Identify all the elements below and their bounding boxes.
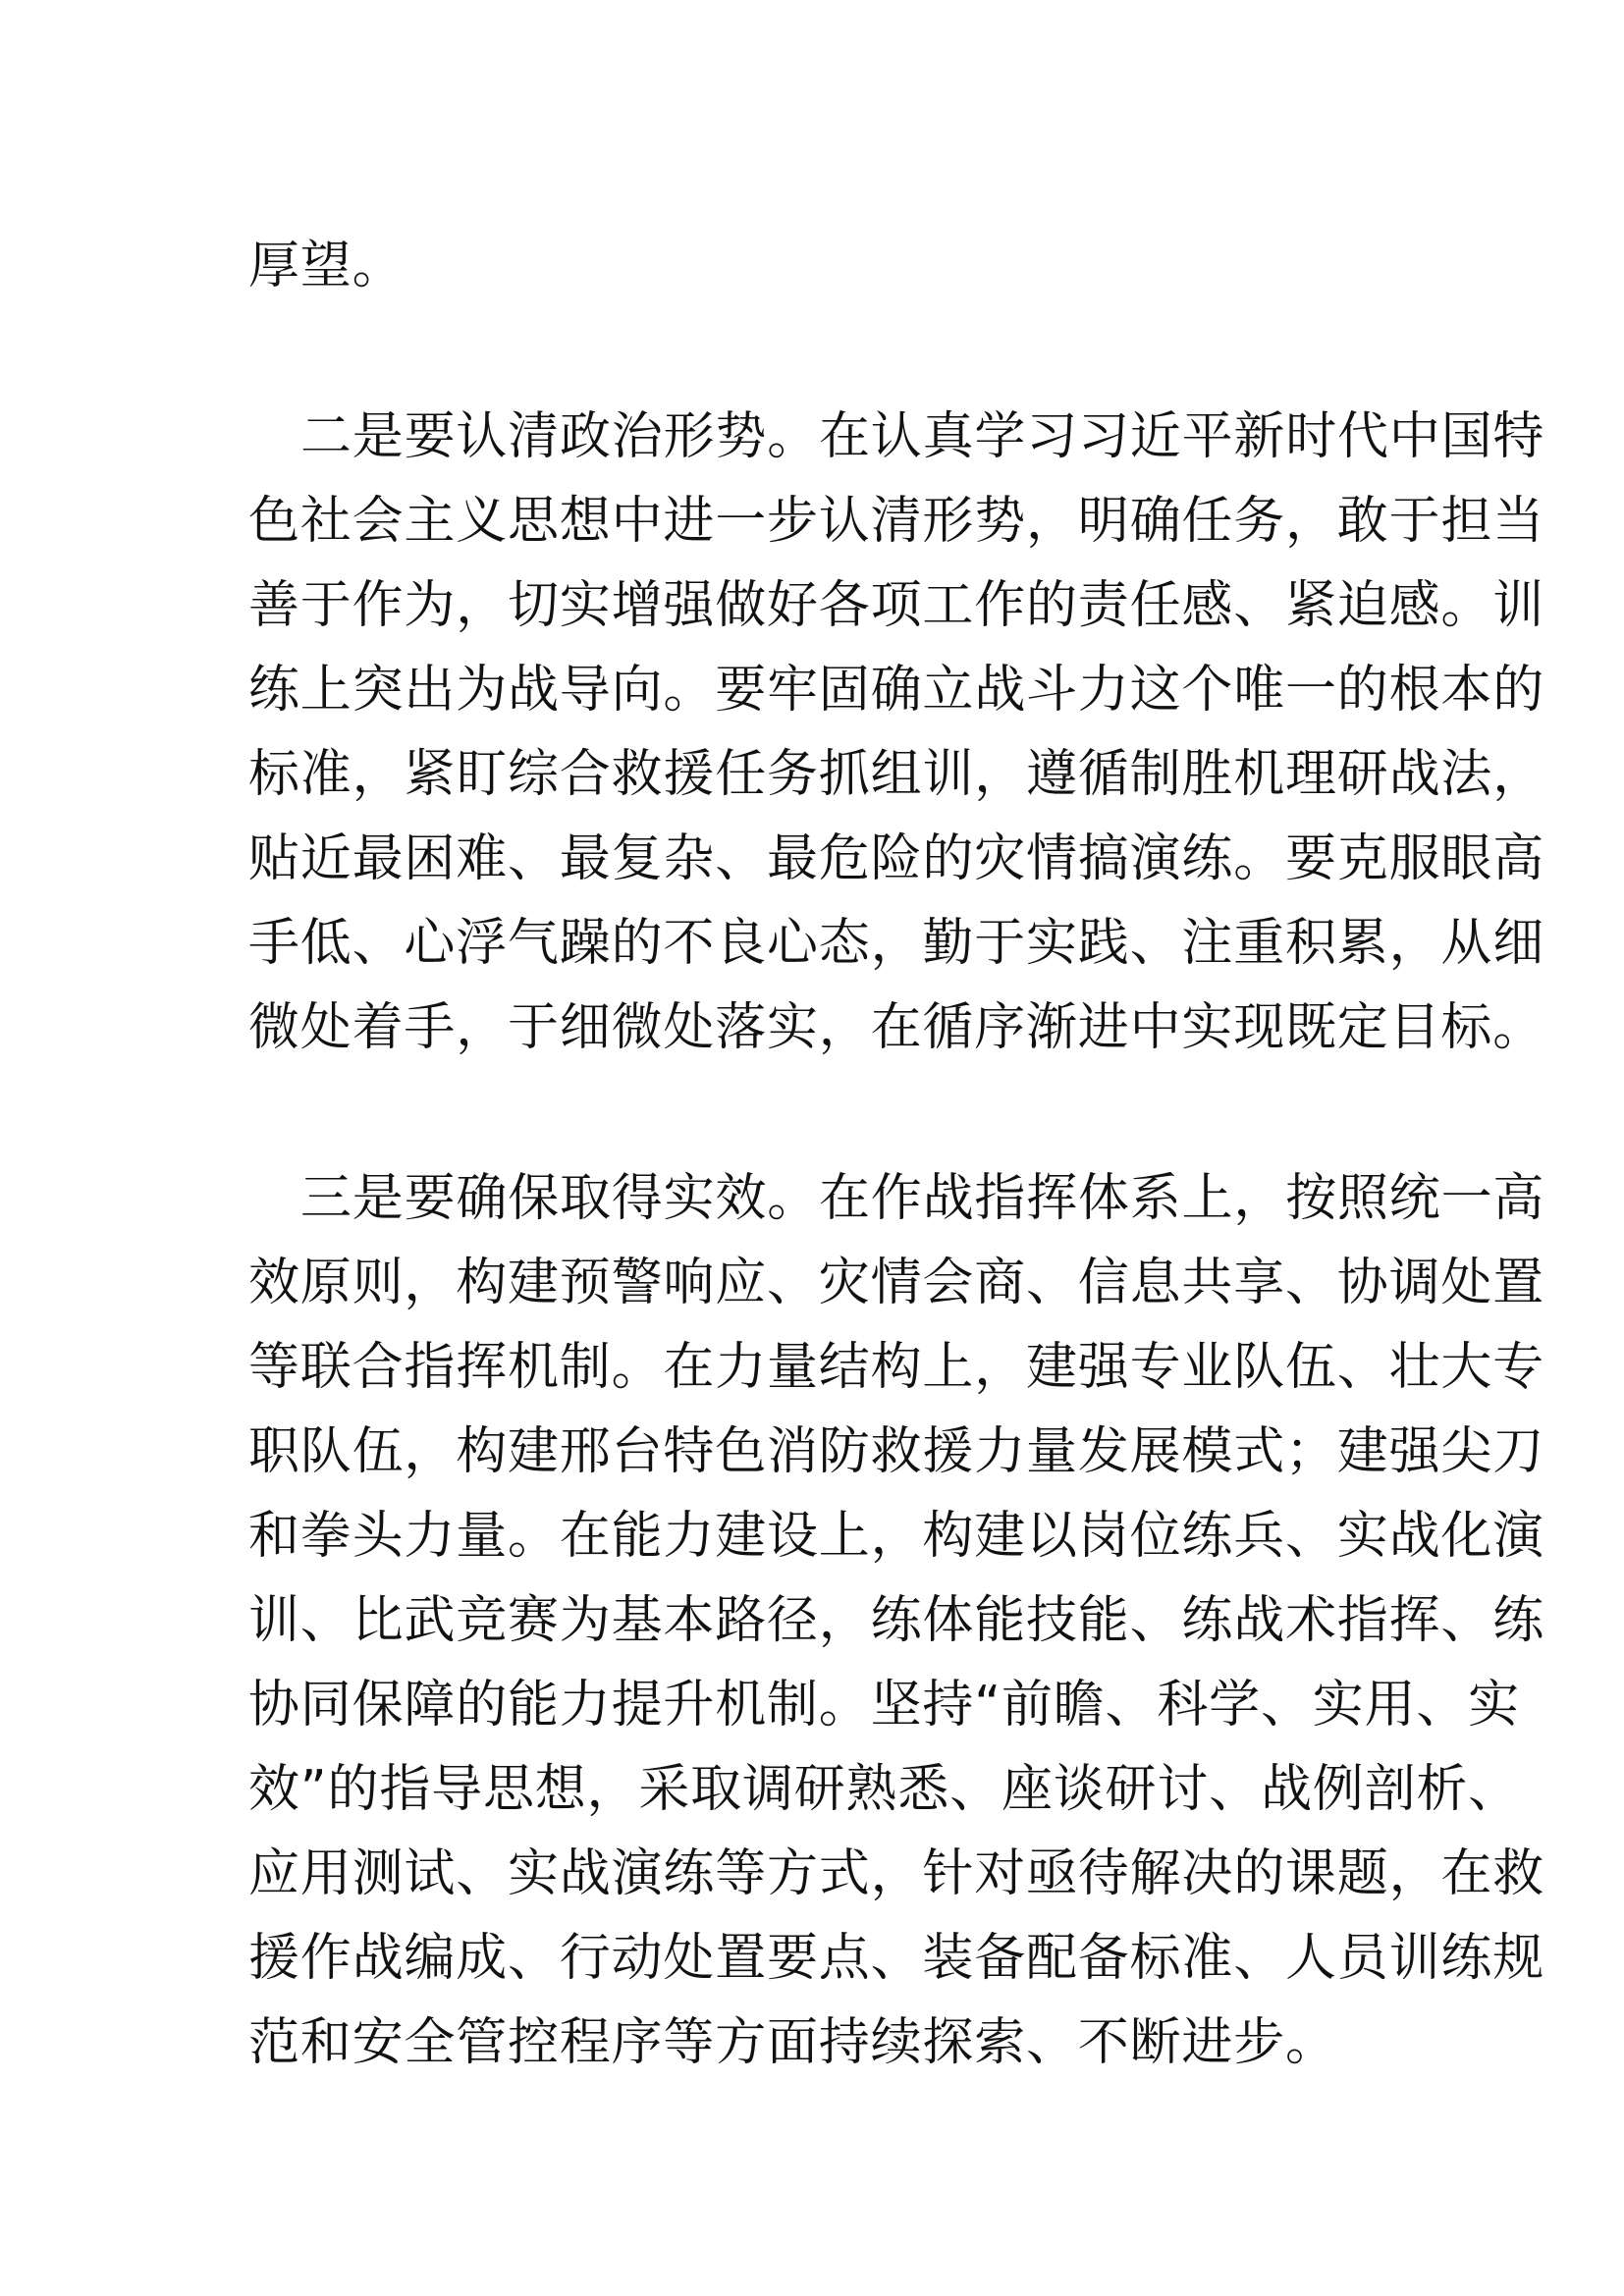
- text-line: 效原则，构建预警响应、灾情会商、信息共享、协调处置: [248, 1254, 1545, 1312]
- text-line: 三是要确保取得实效。在作战指挥体系上，按照统一高: [300, 1169, 1545, 1228]
- text-line: 援作战编成、行动处置要点、装备配备标准、人员训练规: [248, 1929, 1545, 1988]
- text-line: 善于作为，切实增强做好各项工作的责任感、紧迫感。训: [248, 576, 1545, 635]
- text-line: 协同保障的能力提升机制。坚持“前瞻、科学、实用、实: [248, 1676, 1520, 1735]
- text-line: 训、比武竞赛为基本路径，练体能技能、练战术指挥、练: [248, 1591, 1545, 1650]
- text-line: 效”的指导思想，采取调研熟悉、座谈研讨、战例剖析、: [248, 1760, 1520, 1819]
- text-line: 色社会主义思想中进一步认清形势，明确任务，敢于担当: [248, 492, 1545, 551]
- text-line: 二是要认清政治形势。在认真学习习近平新时代中国特: [300, 407, 1545, 466]
- text-line: 应用测试、实战演练等方式，针对亟待解决的课题，在救: [248, 1844, 1545, 1903]
- text-line: 等联合指挥机制。在力量结构上，建强专业队伍、壮大专: [248, 1338, 1545, 1397]
- text-line: 练上突出为战导向。要牢固确立战斗力这个唯一的根本的: [248, 661, 1545, 720]
- text-line: 贴近最困难、最复杂、最危险的灾情搞演练。要克服眼高: [248, 829, 1545, 888]
- text-line: 手低、心浮气躁的不良心态，勤于实践、注重积累，从细: [248, 914, 1545, 973]
- text-line: 微处着手，于细微处落实，在循序渐进中实现既定目标。: [248, 998, 1545, 1057]
- text-line: 范和安全管控程序等方面持续探索、不断进步。: [248, 2013, 1337, 2072]
- text-line: 和拳头力量。在能力建设上，构建以岗位练兵、实战化演: [248, 1507, 1545, 1566]
- text-line: 标准，紧盯综合救援任务抓组训，遵循制胜机理研战法，: [248, 745, 1545, 804]
- text-line: 职队伍，构建邢台特色消防救援力量发展模式；建强尖刀: [248, 1422, 1545, 1481]
- text-line: 厚望。: [248, 237, 405, 295]
